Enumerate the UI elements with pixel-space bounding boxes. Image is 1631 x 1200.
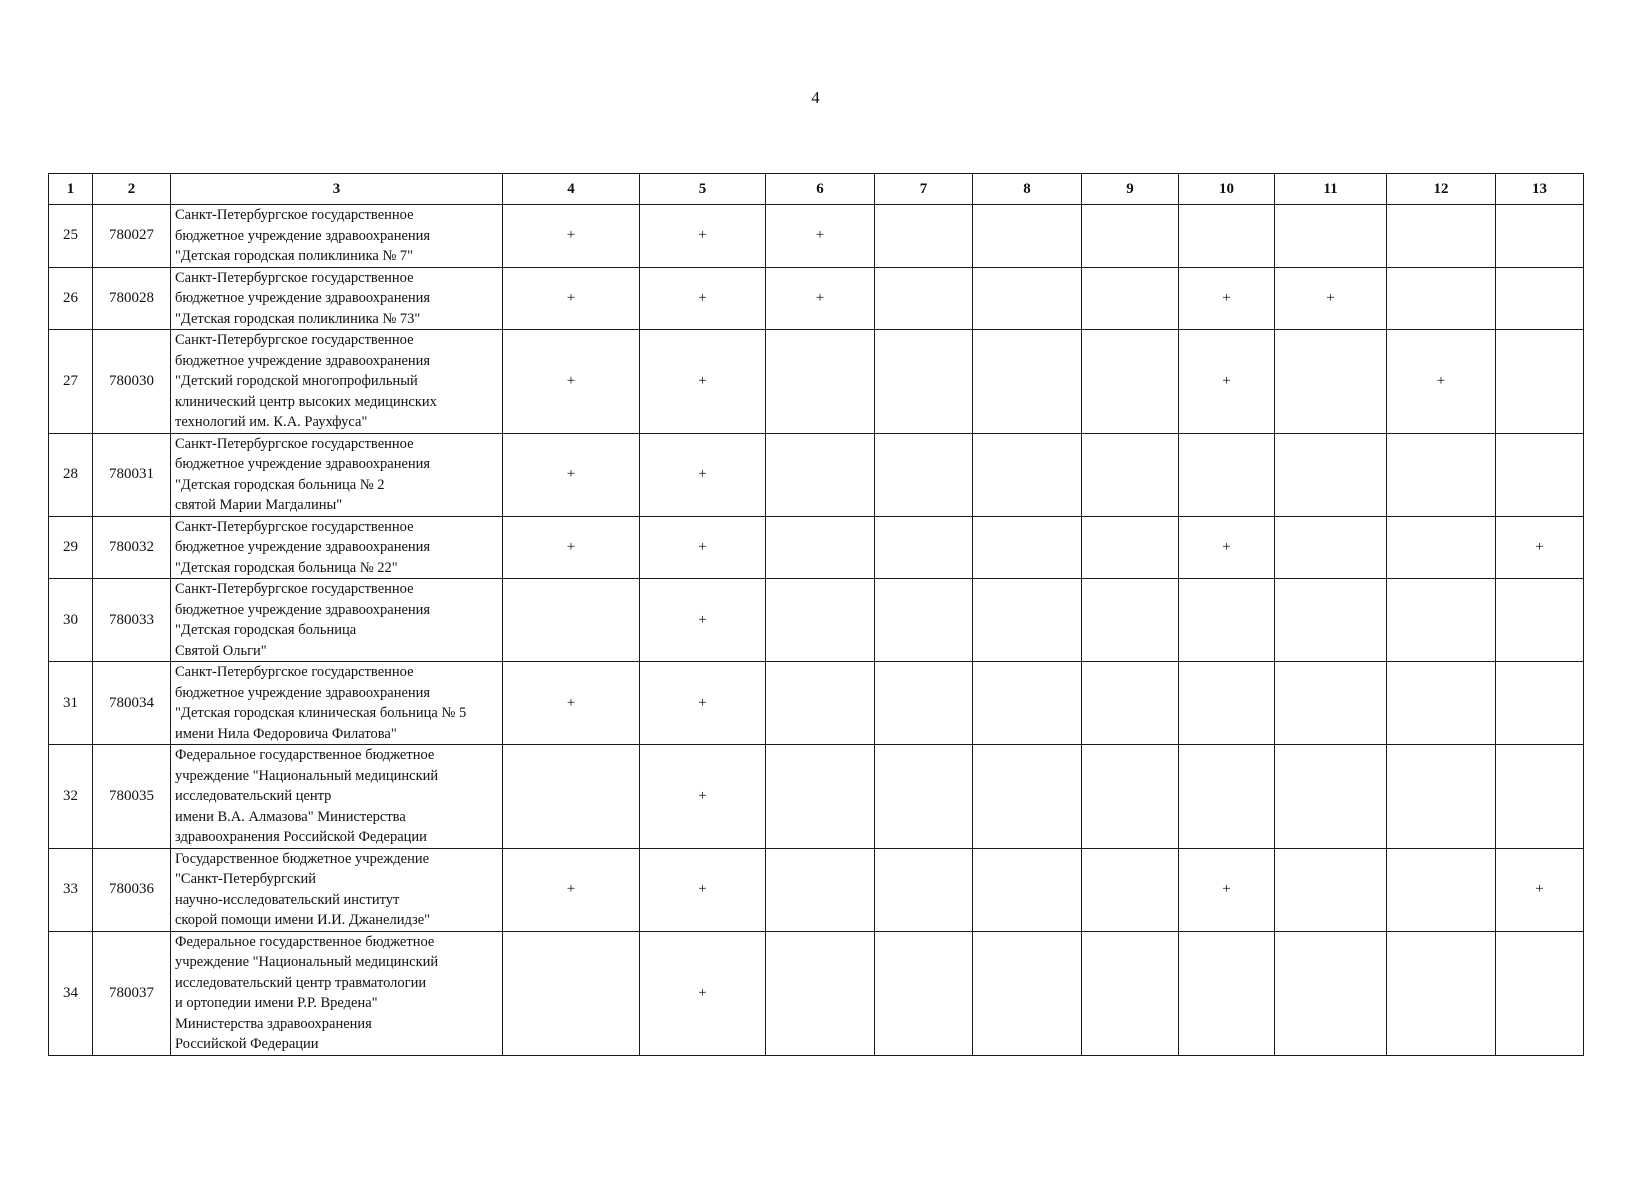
mark-cell-col-4: + bbox=[503, 267, 640, 330]
mark-cell-col-10 bbox=[1179, 205, 1275, 268]
mark-cell-col-11 bbox=[1275, 848, 1387, 931]
column-header-3: 3 bbox=[171, 174, 503, 205]
mark-cell-col-11 bbox=[1275, 433, 1387, 516]
mark-cell-col-11 bbox=[1275, 662, 1387, 745]
row-number: 25 bbox=[49, 205, 93, 268]
mark-cell-col-6 bbox=[766, 433, 875, 516]
organization-code: 780030 bbox=[93, 330, 171, 434]
mark-cell-col-10 bbox=[1179, 579, 1275, 662]
mark-cell-col-13 bbox=[1496, 579, 1584, 662]
table-row bbox=[49, 330, 1584, 434]
table-row bbox=[49, 267, 1584, 330]
mark-cell-col-11 bbox=[1275, 205, 1387, 268]
table-row bbox=[49, 848, 1584, 931]
mark-cell-col-12 bbox=[1387, 205, 1496, 268]
column-header-6: 6 bbox=[766, 174, 875, 205]
row-number: 33 bbox=[49, 848, 93, 931]
mark-cell-col-9 bbox=[1082, 330, 1179, 434]
mark-cell-col-12 bbox=[1387, 579, 1496, 662]
mark-cell-col-12 bbox=[1387, 931, 1496, 1055]
mark-cell-col-10: + bbox=[1179, 267, 1275, 330]
mark-cell-col-9 bbox=[1082, 662, 1179, 745]
mark-cell-col-10: + bbox=[1179, 516, 1275, 579]
mark-cell-col-7 bbox=[875, 931, 973, 1055]
mark-cell-col-7 bbox=[875, 330, 973, 434]
mark-cell-col-8 bbox=[973, 848, 1082, 931]
mark-cell-col-8 bbox=[973, 516, 1082, 579]
mark-cell-col-9 bbox=[1082, 579, 1179, 662]
column-header-12: 12 bbox=[1387, 174, 1496, 205]
organization-code: 780031 bbox=[93, 433, 171, 516]
table-row bbox=[49, 745, 1584, 849]
mark-cell-col-8 bbox=[973, 267, 1082, 330]
mark-cell-col-4: + bbox=[503, 433, 640, 516]
mark-cell-col-5: + bbox=[640, 205, 766, 268]
mark-cell-col-6 bbox=[766, 848, 875, 931]
mark-cell-col-13: + bbox=[1496, 516, 1584, 579]
organization-code: 780036 bbox=[93, 848, 171, 931]
mark-cell-col-5: + bbox=[640, 267, 766, 330]
mark-cell-col-12 bbox=[1387, 433, 1496, 516]
mark-cell-col-13 bbox=[1496, 745, 1584, 849]
column-header-9: 9 bbox=[1082, 174, 1179, 205]
mark-cell-col-11 bbox=[1275, 931, 1387, 1055]
table-header bbox=[49, 174, 1584, 205]
mark-cell-col-8 bbox=[973, 205, 1082, 268]
organization-name: Санкт-Петербургское государственное бюджетное учреждение здравоохранения "Детская городская клиническая больница № 5 имени Нила Федоровича Филатова" bbox=[171, 662, 503, 745]
mark-cell-col-11 bbox=[1275, 745, 1387, 849]
mark-cell-col-11 bbox=[1275, 330, 1387, 434]
page-number: 4 bbox=[811, 88, 820, 107]
mark-cell-col-7 bbox=[875, 579, 973, 662]
mark-cell-col-11 bbox=[1275, 579, 1387, 662]
mark-cell-col-9 bbox=[1082, 745, 1179, 849]
row-number: 27 bbox=[49, 330, 93, 434]
registry-table-wrapper bbox=[48, 173, 1583, 1056]
mark-cell-col-11 bbox=[1275, 516, 1387, 579]
mark-cell-col-12 bbox=[1387, 662, 1496, 745]
mark-cell-col-6 bbox=[766, 931, 875, 1055]
row-number: 34 bbox=[49, 931, 93, 1055]
mark-cell-col-12: + bbox=[1387, 330, 1496, 434]
mark-cell-col-13: + bbox=[1496, 848, 1584, 931]
organization-name: Государственное бюджетное учреждение "Санкт-Петербургский научно-исследовательский институт скорой помощи имени И.И. Джанелидзе" bbox=[171, 848, 503, 931]
column-header-4: 4 bbox=[503, 174, 640, 205]
mark-cell-col-7 bbox=[875, 205, 973, 268]
column-header-2: 2 bbox=[93, 174, 171, 205]
organization-name: Санкт-Петербургское государственное бюджетное учреждение здравоохранения "Детская городская больница № 22" bbox=[171, 516, 503, 579]
mark-cell-col-9 bbox=[1082, 267, 1179, 330]
organization-name: Федеральное государственное бюджетное учреждение "Национальный медицинский исследовательский центр имени В.А. Алмазова" Министерства здравоохранения Российской Федерации bbox=[171, 745, 503, 849]
mark-cell-col-9 bbox=[1082, 848, 1179, 931]
mark-cell-col-11: + bbox=[1275, 267, 1387, 330]
mark-cell-col-8 bbox=[973, 330, 1082, 434]
mark-cell-col-4 bbox=[503, 931, 640, 1055]
table-body bbox=[49, 205, 1584, 1056]
mark-cell-col-13 bbox=[1496, 931, 1584, 1055]
mark-cell-col-8 bbox=[973, 662, 1082, 745]
mark-cell-col-10: + bbox=[1179, 848, 1275, 931]
mark-cell-col-5: + bbox=[640, 931, 766, 1055]
registry-table bbox=[48, 173, 1584, 1056]
mark-cell-col-6 bbox=[766, 516, 875, 579]
mark-cell-col-4: + bbox=[503, 848, 640, 931]
table-row bbox=[49, 205, 1584, 268]
mark-cell-col-10 bbox=[1179, 931, 1275, 1055]
table-row bbox=[49, 662, 1584, 745]
mark-cell-col-12 bbox=[1387, 516, 1496, 579]
mark-cell-col-13 bbox=[1496, 267, 1584, 330]
mark-cell-col-10: + bbox=[1179, 330, 1275, 434]
organization-code: 780034 bbox=[93, 662, 171, 745]
organization-name: Санкт-Петербургское государственное бюджетное учреждение здравоохранения "Детская городская поликлиника № 7" bbox=[171, 205, 503, 268]
row-number: 28 bbox=[49, 433, 93, 516]
organization-name: Федеральное государственное бюджетное учреждение "Национальный медицинский исследовательский центр травматологии и ортопедии имени Р.Р. Вредена" Министерства здравоохранения Российской Федерации bbox=[171, 931, 503, 1055]
mark-cell-col-13 bbox=[1496, 330, 1584, 434]
column-header-13: 13 bbox=[1496, 174, 1584, 205]
mark-cell-col-7 bbox=[875, 662, 973, 745]
row-number: 30 bbox=[49, 579, 93, 662]
mark-cell-col-10 bbox=[1179, 662, 1275, 745]
row-number: 26 bbox=[49, 267, 93, 330]
table-row bbox=[49, 516, 1584, 579]
mark-cell-col-7 bbox=[875, 267, 973, 330]
mark-cell-col-9 bbox=[1082, 516, 1179, 579]
table-row bbox=[49, 579, 1584, 662]
mark-cell-col-5: + bbox=[640, 848, 766, 931]
mark-cell-col-7 bbox=[875, 516, 973, 579]
organization-code: 780037 bbox=[93, 931, 171, 1055]
mark-cell-col-7 bbox=[875, 848, 973, 931]
organization-code: 780027 bbox=[93, 205, 171, 268]
mark-cell-col-6: + bbox=[766, 205, 875, 268]
organization-name: Санкт-Петербургское государственное бюджетное учреждение здравоохранения "Детский городской многопрофильный клинический центр высоких медицинских технологий им. К.А. Раухфуса" bbox=[171, 330, 503, 434]
mark-cell-col-6: + bbox=[766, 267, 875, 330]
row-number: 31 bbox=[49, 662, 93, 745]
organization-name: Санкт-Петербургское государственное бюджетное учреждение здравоохранения "Детская городская больница № 2 святой Марии Магдалины" bbox=[171, 433, 503, 516]
mark-cell-col-5: + bbox=[640, 745, 766, 849]
mark-cell-col-5: + bbox=[640, 662, 766, 745]
row-number: 32 bbox=[49, 745, 93, 849]
mark-cell-col-13 bbox=[1496, 662, 1584, 745]
mark-cell-col-13 bbox=[1496, 433, 1584, 516]
mark-cell-col-6 bbox=[766, 745, 875, 849]
mark-cell-col-8 bbox=[973, 579, 1082, 662]
mark-cell-col-5: + bbox=[640, 330, 766, 434]
mark-cell-col-6 bbox=[766, 662, 875, 745]
organization-code: 780032 bbox=[93, 516, 171, 579]
mark-cell-col-4: + bbox=[503, 205, 640, 268]
mark-cell-col-12 bbox=[1387, 848, 1496, 931]
organization-name: Санкт-Петербургское государственное бюджетное учреждение здравоохранения "Детская городская больница Святой Ольги" bbox=[171, 579, 503, 662]
mark-cell-col-7 bbox=[875, 433, 973, 516]
mark-cell-col-9 bbox=[1082, 205, 1179, 268]
header-row bbox=[49, 174, 1584, 205]
column-header-8: 8 bbox=[973, 174, 1082, 205]
mark-cell-col-8 bbox=[973, 745, 1082, 849]
mark-cell-col-9 bbox=[1082, 931, 1179, 1055]
column-header-5: 5 bbox=[640, 174, 766, 205]
mark-cell-col-10 bbox=[1179, 433, 1275, 516]
mark-cell-col-7 bbox=[875, 745, 973, 849]
mark-cell-col-6 bbox=[766, 330, 875, 434]
organization-name: Санкт-Петербургское государственное бюджетное учреждение здравоохранения "Детская городская поликлиника № 73" bbox=[171, 267, 503, 330]
mark-cell-col-4: + bbox=[503, 330, 640, 434]
mark-cell-col-4 bbox=[503, 745, 640, 849]
organization-code: 780035 bbox=[93, 745, 171, 849]
column-header-1: 1 bbox=[49, 174, 93, 205]
column-header-11: 11 bbox=[1275, 174, 1387, 205]
mark-cell-col-9 bbox=[1082, 433, 1179, 516]
table-row bbox=[49, 931, 1584, 1055]
row-number: 29 bbox=[49, 516, 93, 579]
mark-cell-col-8 bbox=[973, 931, 1082, 1055]
column-header-10: 10 bbox=[1179, 174, 1275, 205]
mark-cell-col-13 bbox=[1496, 205, 1584, 268]
mark-cell-col-12 bbox=[1387, 745, 1496, 849]
mark-cell-col-8 bbox=[973, 433, 1082, 516]
column-header-7: 7 bbox=[875, 174, 973, 205]
mark-cell-col-5: + bbox=[640, 516, 766, 579]
mark-cell-col-6 bbox=[766, 579, 875, 662]
table-row bbox=[49, 433, 1584, 516]
mark-cell-col-4 bbox=[503, 579, 640, 662]
organization-code: 780028 bbox=[93, 267, 171, 330]
mark-cell-col-5: + bbox=[640, 579, 766, 662]
mark-cell-col-4: + bbox=[503, 516, 640, 579]
mark-cell-col-10 bbox=[1179, 745, 1275, 849]
mark-cell-col-4: + bbox=[503, 662, 640, 745]
mark-cell-col-12 bbox=[1387, 267, 1496, 330]
organization-code: 780033 bbox=[93, 579, 171, 662]
mark-cell-col-5: + bbox=[640, 433, 766, 516]
